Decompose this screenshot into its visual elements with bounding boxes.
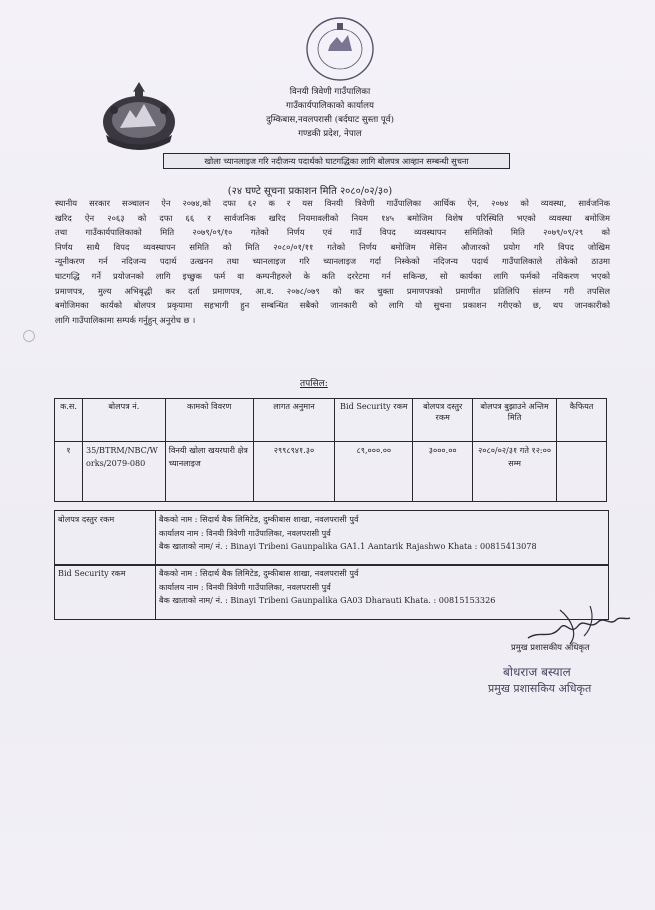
stamp-name: बोधराज बस्याल	[503, 665, 571, 679]
body-line: निर्णय साथै विपद व्यवस्थापन समिति को मिति २०८०/०१/११ गतेको निर्णय बमोजिम मेसिन औजारको प्रयोग गरि विपद जोखिम	[55, 241, 610, 252]
punch-hole	[23, 330, 35, 342]
body-line: तथा गाउँकार्यपालिकाको मिति २०७९/०९/१० गतेको निर्णय एवं गाउँ विपद व्यवस्थापन समितिको मिति २०७९/०९/२९ को	[55, 227, 610, 238]
cell-remarks	[557, 442, 607, 502]
cell-fee: ३०००.००	[413, 442, 473, 502]
cell-estimate: २९९८९४१.३०	[253, 442, 335, 502]
security-bank-lines	[159, 567, 495, 608]
body-line: स्थानीय सरकार सञ्चालन ऐन २०७४,को दफा ६२ क र यस विनयी त्रिवेणी गाउँपालिका आर्थिक ऐन, २०७४ को व्यवस्था, सार्वजनिक	[55, 198, 610, 208]
table-header-row	[55, 399, 607, 442]
notice-title: खोला च्यानलाइज गरि नदीजन्य पदार्थको घाटगद्धिका लागि बोलपत्र आव्हान सम्बन्धी सुचना	[163, 153, 510, 169]
body-line: घाटगद्धि गर्ने प्रयोजनको लागि इच्छुक फर्म वा कम्पनीहरुले के कति दररेटमा गर्न सकिन्छ, सो कार्यका लागि फर्मको नविकरण भएको	[55, 270, 610, 281]
col-header: कामको विवरण	[165, 399, 253, 442]
account-number: बैक खाताको नाम/ नं. : Binayi Tribeni Gaunpalika GA03 Dharauti Khata. : 00815153326	[159, 595, 496, 605]
column-divider	[155, 565, 156, 619]
body-line: प्रमाणपत्र, मुल्य अभिबृद्धी कर दर्ता प्रमाणपत्र, आ.व. २०७८/०७९ को कर चुक्ता प्रमाणपत्रको प्रमाणीत प्रतिलिपि संलग्न गरी तपसिल	[55, 285, 610, 296]
body-line: बमोजिमका कार्यको बोलपत्र प्रकृयामा सहभागी हुन सम्बन्धित सबैको जानकारी को लागि यो सुचना प्रकाशन गरीएको छ, थप जानकारीको	[55, 300, 610, 311]
cell-deadline: २०८०/०२/३१ गते १२:०० सम्म	[473, 442, 557, 502]
bank-name: बैकको नाम : सिदार्थ बैक लिमिटेड, दुम्कीबास शाखा, नवलपरासी पुर्व	[159, 514, 359, 524]
bid-table	[54, 398, 607, 502]
bank-name: बैकको नाम : सिदार्थ बैक लिमिटेड, दुम्कीबास शाखा, नवलपरासी पुर्व	[159, 568, 359, 578]
col-header: लागत अनुमान	[253, 399, 335, 442]
body-line: खरिद ऐन २०६३ को दफा ६६ र सार्वजनिक खरिद नियमावलीको नियम १४५ बमोजिम विशेष परिस्थिति भएको व्यवस्था बमोजिम	[55, 212, 610, 223]
office-name: गाउँकार्यपालिकाको कार्यालय	[286, 101, 374, 111]
fee-bank-lines	[159, 513, 537, 554]
col-header: क.स.	[55, 399, 83, 442]
notice-subtitle: (२४ घण्टे सूचना प्रकाशन मिति २०८०/०२/३०)	[227, 186, 393, 197]
notice-body	[55, 196, 610, 327]
fee-bank-label: बोलपत्र दस्तुर रकम	[58, 514, 115, 524]
col-header: बोलपत्र नं.	[82, 399, 165, 442]
schedule-heading: तपसिल:	[300, 379, 328, 389]
municipality-name: विनयी त्रिवेणी गाउँपालिका	[289, 87, 371, 97]
body-line: लागि गाउँपालिकामा सम्पर्क गर्नुहुन् अनुरोध छ ।	[55, 314, 196, 325]
cell-description: विनयी खोला खयरघारी क्षेत्र च्यानलाइज	[165, 442, 253, 502]
col-header: बोलपत्र दस्तुर रकम	[413, 399, 473, 442]
account-number: बैक खाताको नाम/ नं. : Binayi Tribeni Gaunpalika GA1.1 Aantarik Rajashwo Khata : 00815413078	[159, 541, 537, 551]
cell-sn: १	[55, 442, 83, 502]
col-header: Bid Security रकम	[335, 399, 413, 442]
office-account-name: कार्यालय नाम : विनयी त्रिवेणी गाउँपालिका, नवलपरासी पुर्व	[159, 527, 331, 538]
fee-bank-details	[54, 510, 609, 566]
signatory-title: प्रमुख प्रशासकीय अधिकृत	[511, 642, 590, 652]
col-header: कैफियत	[557, 399, 607, 442]
cell-bid-security: ८९,०००.००	[335, 442, 413, 502]
body-line: न्यूनीकरण गर्न नदिजन्य पदार्थ उत्खनन तथा च्यानलाइज गरि च्यानलाइज गर्दा निस्केको नदिजन्य पदार्थ गाउँपालिकाले तोकेको ठाउमा	[55, 256, 610, 267]
cell-bid-no: 35/BTRM/NBC/Works/2079-080	[82, 442, 165, 502]
col-header: बोलपत्र बुझाउने अन्तिम मिति	[473, 399, 557, 442]
table-row	[55, 442, 607, 502]
security-bank-label: Bid Security रकम	[58, 568, 126, 578]
office-address: दुम्किबास,नवलपरासी (बर्दघाट सुस्ता पूर्व)	[266, 115, 394, 125]
office-account-name: कार्यालय नाम : विनयी त्रिवेणी गाउँपालिका, नवलपरासी पुर्व	[159, 581, 331, 592]
nepal-emblem-icon	[100, 80, 178, 152]
column-divider	[155, 511, 156, 565]
province-name: गण्डकी प्रदेश, नेपाल	[298, 129, 362, 139]
municipality-seal-icon	[304, 15, 376, 83]
stamp-title: प्रमुख प्रशासकिय अधिकृत	[488, 682, 592, 695]
